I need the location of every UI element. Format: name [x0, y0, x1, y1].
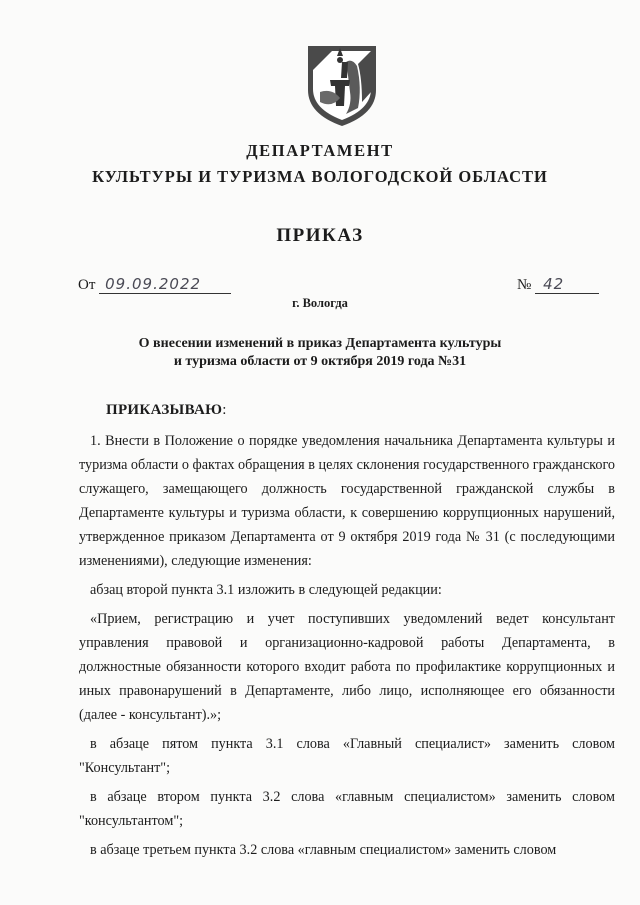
order-title: ПРИКАЗ	[276, 225, 364, 246]
department-name-line2: КУЛЬТУРЫ И ТУРИЗМА ВОЛОГОДСКОЙ ОБЛАСТИ	[92, 167, 548, 186]
body-paragraph: в абзаце втором пункта 3.2 слова «главным специалистом» заменить словом "консультантом";	[79, 789, 615, 829]
directive-word: ПРИКАЗЫВАЮ	[106, 402, 223, 418]
department-name-line1: ДЕПАРТАМЕНТ	[246, 141, 394, 160]
order-directive-word	[106, 402, 227, 419]
order-subject-line1: О внесении изменений в приказ Департамента культуры	[138, 336, 502, 351]
directive-colon: :	[222, 402, 227, 418]
number-field: 42	[535, 275, 599, 294]
date-prefix: От	[78, 277, 96, 293]
order-number	[517, 275, 599, 294]
city-label: г. Вологда	[292, 296, 348, 310]
body-paragraph: абзац второй пункта 3.1 изложить в следующей редакции:	[90, 582, 442, 598]
body-paragraph: «Прием, регистрацию и учет поступивших уведомлений ведет консультант управления правовой и организационно-кадровой работы Департамента, в должностные обязанности которого входит работа по профилактике коррупционных и иных правонарушений в Департаменте, либо лицо, исполняющее его обязанности (далее - консультант).»;	[79, 611, 615, 723]
order-subject-line2: и туризма области от 9 октября 2019 года №31	[173, 354, 467, 369]
number-prefix: №	[517, 277, 532, 293]
order-date	[78, 275, 231, 294]
vologda-coat-of-arms-icon	[302, 42, 382, 128]
body-paragraph: в абзаце пятом пункта 3.1 слова «Главный специалист» заменить словом "Консультант";	[79, 736, 615, 776]
body-paragraph: 1. Внести в Положение о порядке уведомления начальника Департамента культуры и туризма области о фактах обращения в целях склонения государственного гражданского служащего, замещающего должность государственной гражданской службы в Департаменте культуры и туризма области, к совершению коррупционных нарушений, утвержденное приказом Департамента от 9 октября 2019 года № 31 (с последующими изменениями), следующие изменения:	[79, 433, 615, 569]
body-paragraph: в абзаце третьем пункта 3.2 слова «главным специалистом» заменить словом	[90, 842, 557, 858]
order-body	[79, 429, 615, 862]
date-field: 09.09.2022	[99, 275, 231, 294]
